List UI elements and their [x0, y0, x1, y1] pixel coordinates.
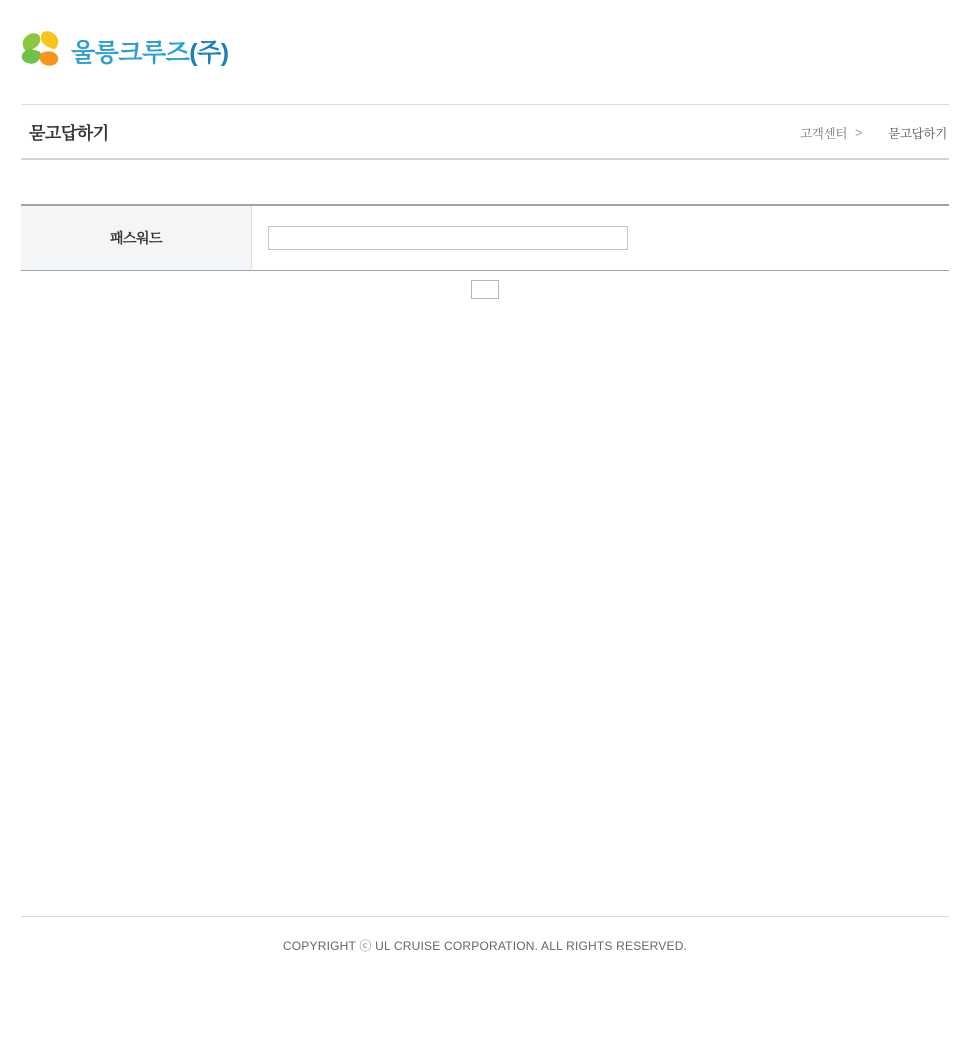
- main-content: [21, 160, 949, 303]
- page-title: 묻고답하기: [29, 124, 109, 143]
- site-logo[interactable]: [21, 30, 229, 72]
- logo-text: [71, 33, 229, 69]
- breadcrumb-parent[interactable]: 고객센터: [800, 127, 848, 141]
- site-footer: [21, 916, 949, 954]
- logo-text-corp: (주): [189, 39, 229, 67]
- breadcrumb-separator-icon: >: [855, 126, 863, 140]
- password-form-table: [21, 204, 949, 271]
- four-petal-flower-icon: [21, 30, 63, 72]
- password-field-cell: [252, 205, 950, 271]
- password-input[interactable]: [268, 226, 628, 250]
- site-header: [0, 0, 970, 104]
- copyright-text: COPYRIGHT ⓒ UL CRUISE CORPORATION. ALL RIGHTS RESERVED.: [282, 939, 688, 953]
- logo-text-main: 울릉크루즈: [71, 39, 190, 67]
- breadcrumb: [800, 124, 947, 142]
- breadcrumb-current: 묻고답하기: [888, 127, 947, 141]
- page-title-bar: [21, 104, 949, 160]
- confirm-button[interactable]: [471, 280, 499, 299]
- table-row: [21, 205, 949, 271]
- password-label: 패스워드: [21, 205, 252, 271]
- form-actions: [21, 271, 949, 303]
